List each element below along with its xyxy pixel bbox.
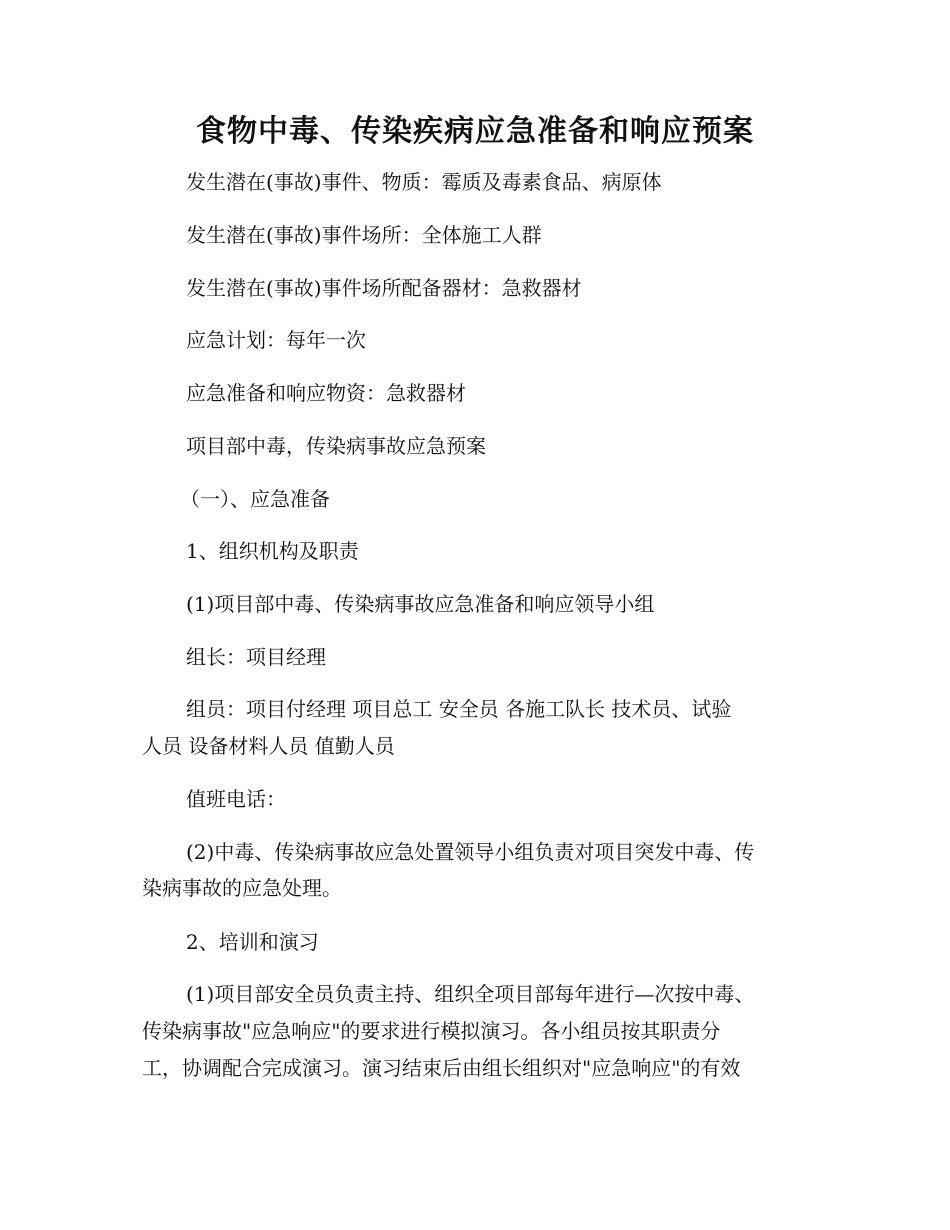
paragraph-handling-group-line2: 染病事故的应急处理。 bbox=[142, 876, 342, 900]
paragraph-group-members-line2: 人员 设备材料人员 值勤人员 bbox=[142, 734, 395, 758]
paragraph-leading-group: (1)项目部中毒、传染病事故应急准备和响应领导小组 bbox=[186, 592, 655, 616]
paragraph-drill-line1: (1)项目部安全员负责主持、组织全项目部每年进行—次按中毒、 bbox=[186, 982, 755, 1006]
paragraph-emergency-plan: 应急计划：每年一次 bbox=[186, 328, 366, 352]
paragraph-project-plan: 项目部中毒，传染病事故应急预案 bbox=[186, 434, 486, 458]
paragraph-group-leader: 组长：项目经理 bbox=[186, 645, 326, 669]
section-heading-preparation: （一）、应急准备 bbox=[180, 487, 330, 511]
subsection-heading-training: 2、培训和演习 bbox=[186, 930, 319, 954]
paragraph-hazard-equipment: 发生潜在(事故)事件场所配备器材：急救器材 bbox=[186, 276, 582, 300]
paragraph-duty-phone: 值班电话： bbox=[186, 787, 286, 811]
subsection-heading-organization: 1、组织机构及职责 bbox=[186, 539, 359, 563]
paragraph-group-members-line1: 组员：项目付经理 项目总工 安全员 各施工队长 技术员、试验 bbox=[186, 697, 732, 721]
paragraph-emergency-supplies: 应急准备和响应物资：急救器材 bbox=[186, 381, 466, 405]
paragraph-hazard-place: 发生潜在(事故)事件场所：全体施工人群 bbox=[186, 223, 542, 247]
document-title: 食物中毒、传染疾病应急准备和响应预案 bbox=[196, 114, 754, 149]
paragraph-drill-line2: 传染病事故"应急响应"的要求进行模拟演习。各小组员按其职责分 bbox=[142, 1019, 721, 1043]
paragraph-drill-line3: 工，协调配合完成演习。演习结束后由组长组织对"应急响应"的有效 bbox=[142, 1056, 741, 1080]
paragraph-handling-group-line1: (2)中毒、传染病事故应急处置领导小组负责对项目突发中毒、传 bbox=[186, 840, 755, 864]
paragraph-hazard-substance: 发生潜在(事故)事件、物质：霉质及毒素食品、病原体 bbox=[186, 170, 662, 194]
